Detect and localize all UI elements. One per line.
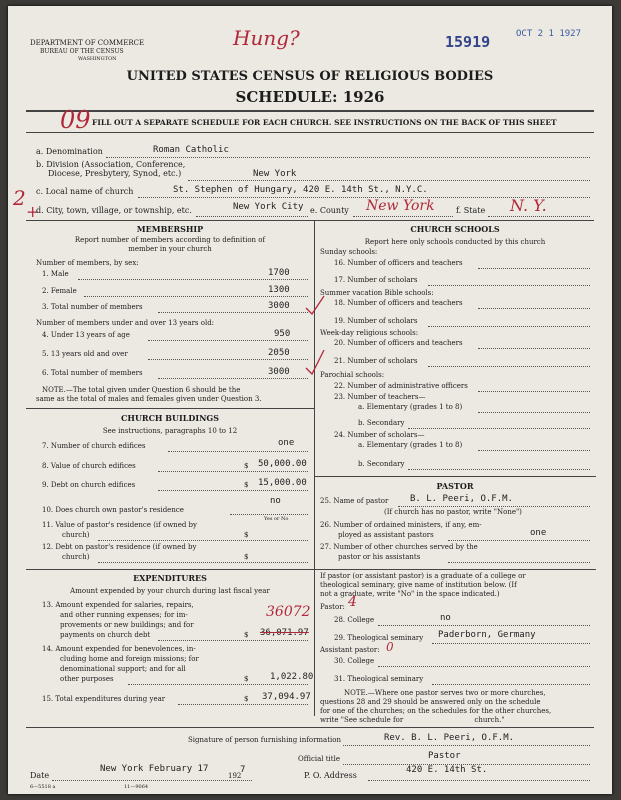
q18-label: 18. Number of officers and teachers [334, 299, 463, 307]
local-name-label: c. Local name of church [36, 187, 134, 196]
q16-label: 16. Number of officers and teachers [334, 259, 463, 267]
q9-label: 9. Debt on church edifices [42, 481, 136, 489]
q11-label-2: church) [62, 531, 90, 539]
q11-label-1: 11. Value of pastor's residence (if owned by [42, 521, 197, 529]
yes-or-no-hint: Yes or No [264, 516, 289, 522]
q13-label-4: payments on church debt [60, 631, 151, 639]
q10-label: 10. Does church own pastor's residence [42, 506, 184, 514]
q11-dollar: $ [244, 531, 249, 539]
q25-label: 25. Name of pastor [320, 497, 389, 505]
q13-value: 36,071.97 [260, 628, 309, 638]
q7-label: 7. Number of church edifices [42, 442, 146, 450]
q21-label: 21. Number of scholars [334, 357, 418, 365]
q14-label-3: denominational support; and for all [60, 665, 186, 673]
q29-label: 29. Theological seminary [334, 634, 424, 642]
q15-label: 15. Total expenditures during year [42, 695, 166, 703]
q25-value: B. L. Peeri, O.F.M. [410, 494, 513, 504]
members-by-age-label: Number of members under and over 13 years old: [36, 319, 215, 327]
pastor-hand-mark: 4 [348, 594, 357, 610]
q22-label: 22. Number of administrative officers [334, 382, 468, 390]
q26-label-2: ployed as assistant pastors [338, 531, 434, 539]
top-scrawl: Hung? [233, 26, 300, 50]
assistant-grad-label: Assistant pastor: [320, 646, 380, 654]
membership-intro-2: member in your church [128, 245, 212, 253]
q7-value: one [278, 438, 295, 448]
members-by-sex-label: Number of members, by sex: [36, 259, 139, 267]
q23-label: 23. Number of teachers— [334, 393, 426, 401]
q13-label-1: 13. Amount expended for salaries, repairs, [42, 601, 194, 609]
q4-label: 4. Under 13 years of age [42, 331, 130, 339]
q6-value: 3000 [268, 367, 290, 377]
year-prefix: 192 [228, 772, 242, 780]
q8-dollar: $ [244, 462, 249, 470]
q31-label: 31. Theological seminary [334, 675, 424, 683]
q6-label: 6. Total number of members [42, 369, 143, 377]
side-mark-x: + [26, 202, 40, 221]
pastor-note-1: NOTE.—Where one pastor serves two or more churches, [344, 689, 546, 697]
q1-label: 1. Male [42, 270, 69, 278]
local-name-value: St. Stephen of Hungary, 420 E. 14th St., N.Y.C. [173, 185, 428, 195]
q14-label-4: other purposes [60, 675, 114, 683]
q14-label-2: cluding home and foreign missions; for [60, 655, 199, 663]
grad-instruction-1: If pastor (or assistant pastor) is a graduate of a college or [320, 572, 526, 580]
q13-label-3: provements or new buildings; and for [60, 621, 194, 629]
official-title-value: Pastor [428, 751, 461, 761]
q15-dollar: $ [244, 695, 249, 703]
county-value: New York [366, 198, 435, 214]
q24b-label: b. Secondary [358, 460, 405, 468]
q15-value: 37,094.97 [262, 692, 311, 702]
parochial-schools-label: Parochial schools: [320, 371, 385, 379]
city-name: WASHINGTON [78, 56, 117, 62]
pastor-note-3: for one of the churches; on the schedules for the other churches, [320, 707, 552, 715]
q28-label: 28. College [334, 616, 375, 624]
census-schedule-sheet [8, 6, 612, 794]
pastor-note-4: write "See schedule for church." [320, 716, 505, 724]
q24-label: 24. Number of scholars— [334, 431, 425, 439]
q8-label: 8. Value of church edifices [42, 462, 136, 470]
q25-note: (If church has no pastor, write "None") [384, 508, 522, 516]
print-number: 11—9064 [124, 784, 149, 790]
denomination-value: Roman Catholic [153, 145, 229, 155]
city-label: d. City, town, village, or township, etc. [36, 206, 192, 215]
schools-heading: CHURCH SCHOOLS [410, 224, 500, 234]
membership-heading: MEMBERSHIP [136, 224, 204, 234]
weekday-schools-label: Week-day religious schools: [320, 329, 419, 337]
buildings-sub: See instructions, paragraphs 10 to 12 [102, 427, 238, 435]
q3-value: 3000 [268, 301, 290, 311]
q1-value: 1700 [268, 268, 290, 278]
side-mark-2: 2 [13, 186, 26, 210]
q17-label: 17. Number of scholars [334, 276, 418, 284]
q14-value: 1,022.80 [270, 672, 314, 682]
membership-note-1: NOTE.—The total given under Question 6 should be the [42, 386, 241, 394]
state-value: N. Y. [510, 196, 547, 215]
q12-dollar: $ [244, 553, 249, 561]
q29-value: Paderborn, Germany [438, 630, 536, 640]
po-address-label: P. O. Address [304, 771, 357, 780]
q23b-label: b. Secondary [358, 419, 405, 427]
division-label-1: b. Division (Association, Conference, [36, 160, 186, 169]
division-label-2: Diocese, Presbytery, Synod, etc.) [48, 169, 182, 178]
vacation-schools-label: Summer vacation Bible schools: [320, 289, 434, 297]
q10-value: no [270, 496, 281, 506]
q9-dollar: $ [244, 481, 249, 489]
division-value: New York [253, 169, 297, 179]
q12-label-1: 12. Debt on pastor's residence (if owned by [42, 543, 197, 551]
q19-label: 19. Number of scholars [334, 317, 418, 325]
q28-value: no [440, 613, 451, 623]
grad-instruction-2: theological seminary, give name of institution below. (If [320, 581, 517, 589]
buildings-heading: CHURCH BUILDINGS [121, 413, 219, 423]
year-suffix: 7 [240, 765, 246, 775]
q20-label: 20. Number of officers and teachers [334, 339, 463, 347]
q23a-label: a. Elementary (grades 1 to 8) [358, 403, 463, 411]
q14-label-1: 14. Amount expended for benevolences, in- [42, 645, 196, 653]
membership-intro-1: Report number of members according to definition of [74, 236, 266, 244]
sunday-schools-label: Sunday schools: [320, 248, 378, 256]
department-name: DEPARTMENT OF COMMERCE [30, 39, 145, 47]
official-title-label: Official title [298, 755, 340, 763]
schools-intro: Report here only schools conducted by this church [364, 238, 546, 246]
expenditures-sub: Amount expended by your church during last fiscal year [70, 587, 270, 595]
q9-value: 15,000.00 [258, 478, 307, 488]
q27-label-2: pastor or his assistants [338, 553, 421, 561]
q5-value: 2050 [268, 348, 290, 358]
form-number: 6—5518 a [30, 784, 56, 790]
form-title: UNITED STATES CENSUS OF RELIGIOUS BODIES [126, 69, 494, 84]
state-label: f. State [456, 206, 486, 215]
assistant-hand-mark: 0 [386, 640, 394, 654]
pastor-grad-label: Pastor: [320, 603, 345, 611]
q24a-label: a. Elementary (grades 1 to 8) [358, 441, 463, 449]
pastor-note-2: questions 28 and 29 should be answered only on the schedule [320, 698, 541, 706]
q30-label: 30. College [334, 657, 375, 665]
q2-label: 2. Female [42, 287, 77, 295]
grad-instruction-3: not a graduate, write "No" in the space indicated.) [320, 590, 500, 598]
serial-number: 15919 [445, 33, 491, 51]
q4-value: 950 [274, 329, 291, 339]
q8-value: 50,000.00 [258, 459, 307, 469]
q26-label-1: 26. Number of ordained ministers, if any, em- [320, 521, 482, 529]
q26-value: one [530, 528, 547, 538]
q3-label: 3. Total number of members [42, 303, 143, 311]
q2-value: 1300 [268, 285, 290, 295]
county-label: e. County [310, 206, 349, 215]
schedule-title: SCHEDULE: 1926 [235, 88, 385, 106]
date-value: New York February 17 [100, 764, 209, 774]
q12-label-2: church) [62, 553, 90, 561]
signature-value: Rev. B. L. Peeri, O.F.M. [384, 733, 515, 743]
po-address-value: 420 E. 14th St. [406, 765, 488, 775]
bureau-name: BUREAU OF THE CENSUS [40, 48, 124, 55]
membership-note-2: same as the total of males and females given under Question 3. [36, 395, 262, 403]
signature-label: Signature of person furnishing information [188, 736, 342, 744]
pastor-heading: PASTOR [436, 481, 474, 491]
q13-handwritten: 36072 [266, 604, 311, 620]
instruction-line: FILL OUT A SEPARATE SCHEDULE FOR EACH CHURCH. SEE INSTRUCTIONS ON THE BACK OF THIS SHEET [92, 118, 557, 127]
q13-dollar: $ [244, 631, 249, 639]
city-value: New York City [233, 202, 304, 212]
received-date-stamp: OCT 2 1 1927 [516, 29, 582, 39]
q27-label-1: 27. Number of other churches served by the [320, 543, 478, 551]
q13-label-2: and other running expenses; for im- [60, 611, 188, 619]
date-label: Date [30, 771, 50, 780]
denomination-label: a. Denomination [36, 147, 103, 156]
expenditures-heading: EXPENDITURES [133, 573, 207, 583]
margin-mark: 09 [60, 106, 91, 134]
q14-dollar: $ [244, 675, 249, 683]
q5-label: 5. 13 years old and over [42, 350, 128, 358]
